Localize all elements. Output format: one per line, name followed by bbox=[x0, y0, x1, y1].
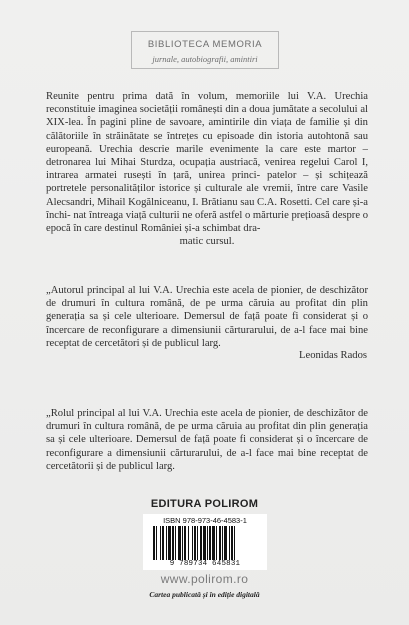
publisher-name: EDITURA POLIROM bbox=[150, 498, 259, 510]
barcode-bar bbox=[197, 526, 198, 560]
barcode-bar bbox=[222, 526, 223, 560]
quote-line: cercetătorii și de publicul larg. bbox=[46, 460, 175, 472]
barcode-bar bbox=[160, 526, 161, 560]
barcode-icon bbox=[153, 526, 257, 560]
blurb-line: amintirile din viața de familie și din călătoriile în străinătate bbox=[46, 117, 368, 142]
quote-line: „Autorul principal al lui V.A. Urechia este acela de pionier, de bbox=[46, 285, 317, 296]
barcode-digits: 9 789734 645831 bbox=[169, 560, 241, 568]
blurb-line: matic cursul. bbox=[179, 236, 235, 248]
barcode-bar bbox=[192, 526, 193, 560]
publisher-website[interactable]: www.polirom.ro bbox=[160, 572, 249, 586]
quote-line: dimensiunii cărturarului, de a-l face mai bine receptat de bbox=[46, 324, 368, 349]
barcode-bar bbox=[209, 526, 211, 560]
quote-author: Leonidas Rados bbox=[299, 350, 367, 361]
blurb-line: patelor – și schițează portretele personalităților istorice bbox=[46, 170, 368, 195]
quote-line: de deschizător de drumuri în cultura română, de pe urma căruia bbox=[46, 408, 368, 433]
barcode-bar bbox=[166, 526, 167, 560]
barcode-bar bbox=[184, 526, 186, 560]
barcode-bar bbox=[207, 526, 208, 560]
barcode-bar bbox=[231, 526, 233, 560]
series-title: BIBLIOTECA MEMORIA bbox=[147, 39, 263, 50]
quote-line: față poate fi considerat și o încercare de reconfigurare a bbox=[46, 311, 368, 336]
blurb-line: detronarea lui Mihai Sturdza, ocupația austriacă, venirea bbox=[46, 157, 296, 169]
quote-line: deschizător de drumuri în cultura română, de pe urma căruia bbox=[46, 285, 368, 310]
barcode-bar bbox=[212, 526, 215, 560]
quote-line: au profitat din plin generația sa și cele ulterioare. Demersul de bbox=[46, 298, 368, 323]
barcode-bar bbox=[178, 526, 181, 560]
barcode-bar bbox=[224, 526, 227, 560]
digital-edition-note: Cartea publicată și în ediție digitală bbox=[149, 590, 260, 599]
isbn-number: ISBN 978-973-46-4583-1 bbox=[163, 516, 247, 525]
quote-line: față poate fi considerat și o încercare de reconfigurare a bbox=[46, 434, 368, 459]
blurb-line: jumătate a secolului al XIX-lea. În pagini pline de savoare, bbox=[46, 104, 368, 129]
blurb-line: nat întreaga viață culturii ne oferă astfel o mărturie prețioasă bbox=[73, 209, 330, 221]
isbn-barcode bbox=[143, 514, 267, 570]
barcode-bar bbox=[216, 526, 217, 560]
blurb-line: Urechia descrie marile evenimente la care este martor – bbox=[98, 143, 368, 155]
barcode-bar bbox=[229, 526, 230, 560]
barcode-bar bbox=[234, 526, 235, 560]
barcode-bar bbox=[168, 526, 171, 560]
barcode-bar bbox=[153, 526, 155, 560]
blurb-line: despre o epocă în care destinul României și-a schimbat dra- bbox=[46, 209, 368, 235]
second-quote-paragraph bbox=[46, 407, 368, 473]
barcode-bar bbox=[200, 526, 202, 560]
barcode-bar bbox=[162, 526, 164, 560]
quote-line: au profitat din plin generația sa și cele ulterioare. Demersul de bbox=[46, 421, 369, 446]
blurb-line: Reunite pentru prima dată în volum, memoriile lui V.A. bbox=[46, 91, 327, 102]
series-subtitle: jurnale, autobiografii, amintiri bbox=[152, 54, 258, 64]
barcode-bar bbox=[219, 526, 221, 560]
barcode-bar bbox=[203, 526, 206, 560]
barcode-bar bbox=[172, 526, 174, 560]
quote-line: dimensiunii cărturarului, de a-l face mai bine receptat de bbox=[116, 447, 368, 459]
blurb-line: regelui Carol I, intrarea armatei rusești în țară, unirea princi- bbox=[46, 157, 369, 182]
quote-line: cercetători și de publicul larg. bbox=[94, 337, 221, 349]
quote-paragraph bbox=[46, 284, 368, 350]
barcode-bar bbox=[175, 526, 176, 560]
barcode-bar bbox=[156, 526, 157, 560]
blurb-paragraph bbox=[46, 90, 368, 248]
quote-line: „Rolul principal al lui V.A. Urechia este acela de pionier, bbox=[46, 408, 291, 419]
blurb-line: și culturale ale vremii, între care Vasile Alecsandri, Mihail bbox=[46, 183, 368, 208]
barcode-bar bbox=[182, 526, 183, 560]
blurb-line: se întrețes cu episoade din istoria autohtonă sau europeană. bbox=[46, 130, 368, 155]
blurb-line: Urechia reconstituie imaginea societății românești din a doua bbox=[46, 91, 368, 116]
barcode-bar bbox=[194, 526, 196, 560]
series-label-box bbox=[131, 31, 279, 69]
blurb-line: Kogălniceanu, I. Brătianu sau C.A. Rosetti. Cel care și-a închi- bbox=[46, 196, 368, 221]
barcode-bar bbox=[188, 526, 189, 560]
